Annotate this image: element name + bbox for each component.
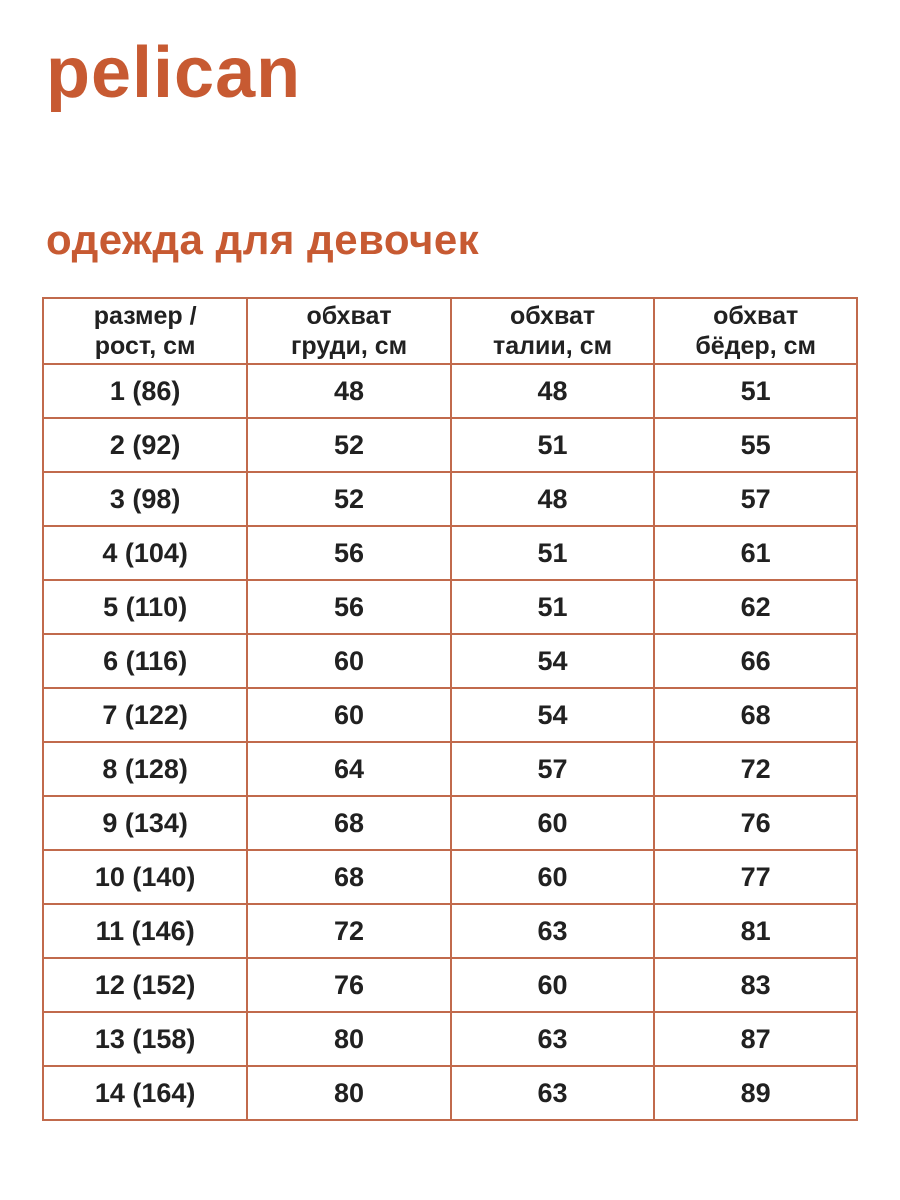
table-row — [43, 634, 857, 688]
measurement-cell: 48 — [451, 364, 655, 418]
measurement-cell: 60 — [247, 634, 451, 688]
page-title: одежда для девочек — [46, 216, 480, 263]
measurement-cell: 51 — [451, 526, 655, 580]
size-cell: 6 (116) — [43, 634, 247, 688]
table-row — [43, 850, 857, 904]
size-table-body — [43, 364, 857, 1120]
measurement-cell: 57 — [654, 472, 857, 526]
measurement-cell: 76 — [247, 958, 451, 1012]
measurement-cell: 57 — [451, 742, 655, 796]
column-header-line2: талии, см — [493, 332, 613, 360]
size-cell: 2 (92) — [43, 418, 247, 472]
table-row — [43, 1012, 857, 1066]
measurement-cell: 60 — [451, 796, 655, 850]
brand-logo: pelican — [46, 33, 302, 113]
measurement-cell: 62 — [654, 580, 857, 634]
table-row — [43, 796, 857, 850]
column-header-1 — [247, 298, 451, 364]
measurement-cell: 63 — [451, 904, 655, 958]
table-row — [43, 1066, 857, 1120]
measurement-cell: 54 — [451, 688, 655, 742]
measurement-cell: 61 — [654, 526, 857, 580]
measurement-cell: 66 — [654, 634, 857, 688]
measurement-cell: 87 — [654, 1012, 857, 1066]
measurement-cell: 51 — [451, 580, 655, 634]
measurement-cell: 77 — [654, 850, 857, 904]
measurement-cell: 60 — [451, 958, 655, 1012]
measurement-cell: 89 — [654, 1066, 857, 1120]
measurement-cell: 72 — [247, 904, 451, 958]
measurement-cell: 52 — [247, 472, 451, 526]
size-cell: 8 (128) — [43, 742, 247, 796]
size-cell: 11 (146) — [43, 904, 247, 958]
measurement-cell: 68 — [247, 850, 451, 904]
measurement-cell: 68 — [247, 796, 451, 850]
measurement-cell: 60 — [247, 688, 451, 742]
measurement-cell: 63 — [451, 1066, 655, 1120]
measurement-cell: 68 — [654, 688, 857, 742]
measurement-cell: 60 — [451, 850, 655, 904]
header-row — [43, 298, 857, 364]
measurement-cell: 72 — [654, 742, 857, 796]
size-cell: 14 (164) — [43, 1066, 247, 1120]
measurement-cell: 48 — [451, 472, 655, 526]
measurement-cell: 80 — [247, 1012, 451, 1066]
measurement-cell: 55 — [654, 418, 857, 472]
column-header-line2: груди, см — [290, 332, 408, 360]
table-row — [43, 472, 857, 526]
size-cell: 13 (158) — [43, 1012, 247, 1066]
size-cell: 9 (134) — [43, 796, 247, 850]
size-cell: 4 (104) — [43, 526, 247, 580]
size-cell: 7 (122) — [43, 688, 247, 742]
measurement-cell: 80 — [247, 1066, 451, 1120]
measurement-cell: 52 — [247, 418, 451, 472]
measurement-cell: 81 — [654, 904, 857, 958]
table-row — [43, 580, 857, 634]
table-row — [43, 958, 857, 1012]
size-cell: 12 (152) — [43, 958, 247, 1012]
table-row — [43, 526, 857, 580]
measurement-cell: 56 — [247, 526, 451, 580]
size-cell: 10 (140) — [43, 850, 247, 904]
measurement-cell: 56 — [247, 580, 451, 634]
column-header-line1: обхват — [509, 302, 596, 330]
measurement-cell: 83 — [654, 958, 857, 1012]
measurement-cell: 51 — [451, 418, 655, 472]
size-cell: 3 (98) — [43, 472, 247, 526]
size-table — [42, 297, 858, 1121]
column-header-2 — [451, 298, 655, 364]
measurement-cell: 54 — [451, 634, 655, 688]
column-header-0 — [43, 298, 247, 364]
column-header-line1: размер / — [93, 302, 197, 330]
table-row — [43, 364, 857, 418]
size-table-head — [43, 298, 857, 364]
column-header-line1: обхват — [306, 302, 392, 330]
measurement-cell: 63 — [451, 1012, 655, 1066]
size-cell: 1 (86) — [43, 364, 247, 418]
column-header-line2: рост, см — [94, 332, 196, 360]
column-header-line2: бёдер, см — [695, 332, 816, 360]
table-row — [43, 904, 857, 958]
column-header-line1: обхват — [713, 302, 799, 330]
measurement-cell: 76 — [654, 796, 857, 850]
measurement-cell: 51 — [654, 364, 857, 418]
measurement-cell: 48 — [247, 364, 451, 418]
measurement-cell: 64 — [247, 742, 451, 796]
column-header-3 — [654, 298, 857, 364]
table-row — [43, 418, 857, 472]
table-row — [43, 742, 857, 796]
size-cell: 5 (110) — [43, 580, 247, 634]
table-row — [43, 688, 857, 742]
